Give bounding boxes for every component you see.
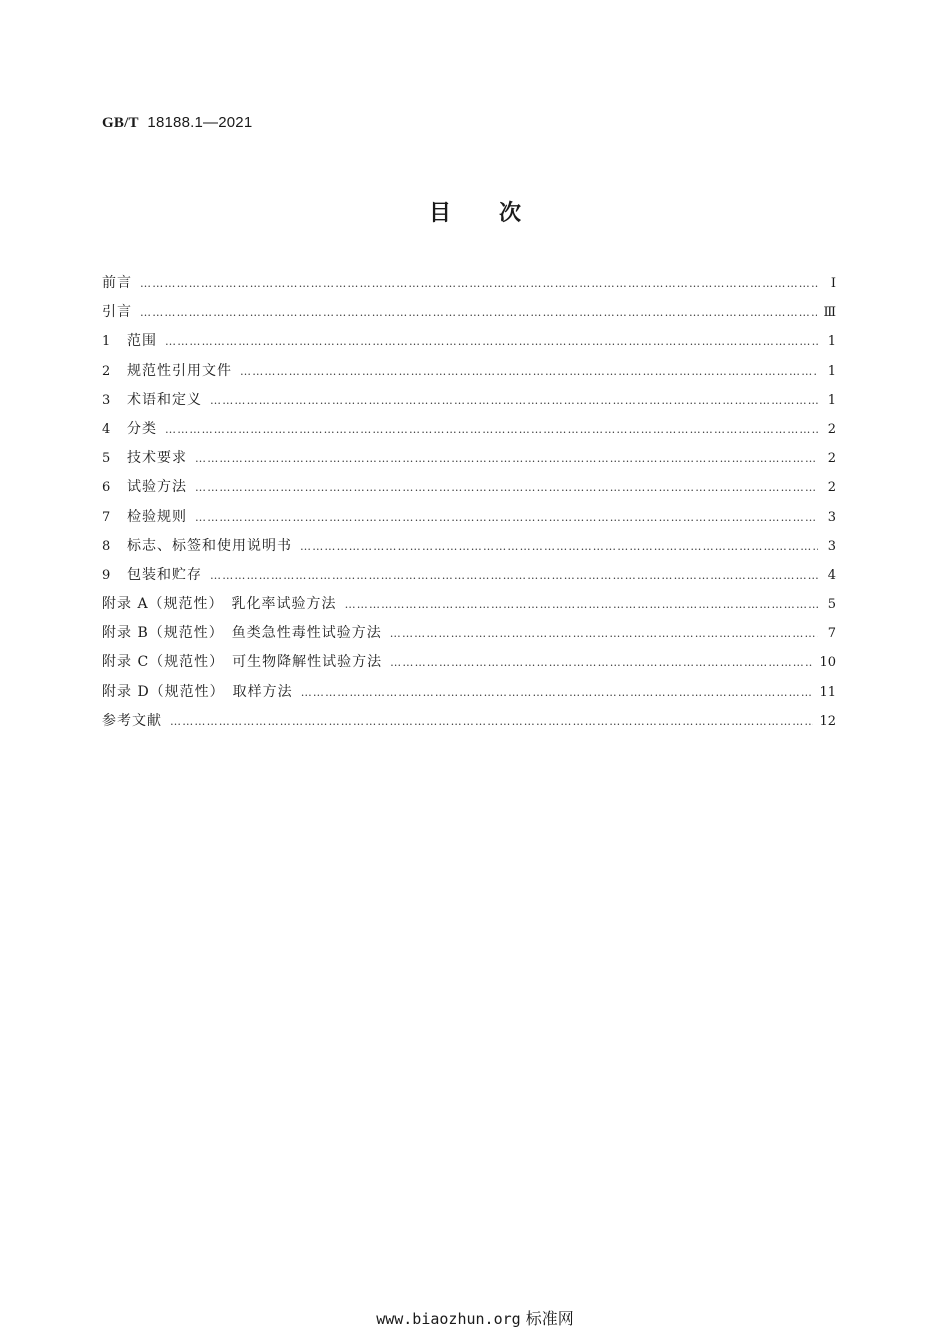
toc-entry-page: Ⅰ bbox=[830, 276, 836, 291]
toc-entry[interactable] bbox=[102, 506, 836, 535]
toc-entry-number: 5 bbox=[102, 451, 111, 467]
toc-entry[interactable] bbox=[102, 389, 836, 418]
standard-code-prefix: GB/T bbox=[102, 115, 139, 131]
toc-entry-label: 范围 bbox=[127, 333, 157, 350]
toc-entry[interactable] bbox=[102, 272, 836, 301]
page-title: 目次 bbox=[428, 201, 569, 226]
toc-entry-label: 附录 B（规范性） 鱼类急性毒性试验方法 bbox=[102, 625, 382, 642]
toc-entry-label: 规范性引用文件 bbox=[127, 362, 232, 379]
toc-leader-dots bbox=[210, 569, 818, 582]
toc-leader-dots bbox=[345, 598, 818, 611]
toc-entry[interactable] bbox=[102, 476, 836, 505]
toc-entry-label: 附录 C（规范性） 可生物降解性试验方法 bbox=[102, 654, 383, 671]
toc-entry-page: 7 bbox=[827, 626, 836, 642]
toc-entry-label: 参考文献 bbox=[102, 712, 162, 729]
toc-leader-dots bbox=[301, 686, 814, 699]
toc-entry-page: 2 bbox=[827, 421, 836, 437]
toc-entry[interactable] bbox=[102, 447, 836, 476]
toc-leader-dots bbox=[195, 481, 818, 494]
toc-entry-label: 检验规则 bbox=[127, 508, 187, 525]
toc-entry-page: 10 bbox=[819, 655, 836, 671]
toc-entry-number: 1 bbox=[102, 334, 111, 350]
toc-entry-number: 9 bbox=[102, 567, 111, 583]
toc-entry-page: 12 bbox=[819, 713, 836, 729]
toc-entry-number: 7 bbox=[102, 509, 111, 525]
toc-entry-label: 试验方法 bbox=[127, 479, 187, 496]
toc-entry-page: 3 bbox=[827, 538, 836, 554]
toc-entry-page: 2 bbox=[827, 451, 836, 467]
toc-entry-label: 前言 bbox=[102, 275, 132, 291]
toc-entry-label: 技术要求 bbox=[127, 450, 187, 467]
toc-entry-label: 包装和贮存 bbox=[127, 566, 202, 583]
toc-entry[interactable] bbox=[102, 330, 836, 359]
toc-entry-page: 3 bbox=[827, 509, 836, 525]
toc-entry[interactable] bbox=[102, 564, 836, 593]
toc-entry-page: 5 bbox=[827, 597, 836, 613]
toc-entry-label: 标志、标签和使用说明书 bbox=[127, 537, 292, 554]
table-of-contents bbox=[102, 272, 836, 739]
toc-leader-dots bbox=[300, 540, 818, 553]
footer-url[interactable]: www.biaozhun.org bbox=[376, 1310, 521, 1328]
toc-leader-dots bbox=[140, 277, 818, 290]
toc-entry-label: 附录 A（规范性） 乳化率试验方法 bbox=[102, 596, 337, 613]
standard-code bbox=[102, 114, 252, 132]
toc-leader-dots bbox=[390, 627, 818, 640]
toc-entry[interactable] bbox=[102, 593, 836, 622]
toc-entry[interactable] bbox=[102, 622, 836, 651]
toc-entry-number: 6 bbox=[102, 480, 111, 496]
toc-entry-page: 11 bbox=[819, 684, 836, 700]
toc-entry-number: 4 bbox=[102, 421, 111, 437]
standard-code-number: 18188.1—2021 bbox=[147, 114, 253, 131]
footer-site-name: 标准网 bbox=[525, 1309, 574, 1328]
toc-entry[interactable] bbox=[102, 418, 836, 447]
toc-entry[interactable] bbox=[102, 651, 836, 680]
toc-entry[interactable] bbox=[102, 301, 836, 330]
toc-leader-dots bbox=[390, 656, 813, 669]
toc-leader-dots bbox=[140, 306, 817, 319]
toc-entry-label: 分类 bbox=[127, 420, 157, 437]
toc-entry[interactable] bbox=[102, 535, 836, 564]
toc-leader-dots bbox=[195, 511, 818, 524]
toc-entry-page: 1 bbox=[827, 363, 836, 379]
toc-entry-label: 附录 D（规范性） 取样方法 bbox=[102, 683, 293, 700]
toc-leader-dots bbox=[210, 394, 818, 407]
toc-entry-number: 8 bbox=[102, 538, 111, 554]
toc-entry-page: 1 bbox=[827, 334, 836, 350]
toc-entry-page: 2 bbox=[827, 480, 836, 496]
toc-entry-page: Ⅲ bbox=[823, 305, 836, 321]
toc-entry-label: 引言 bbox=[102, 304, 132, 321]
toc-entry[interactable] bbox=[102, 360, 836, 389]
toc-leader-dots bbox=[170, 715, 813, 728]
toc-entry-label: 术语和定义 bbox=[127, 391, 202, 408]
toc-entry-number: 3 bbox=[102, 392, 111, 408]
toc-entry-page: 1 bbox=[827, 392, 836, 408]
toc-leader-dots bbox=[165, 335, 818, 348]
toc-leader-dots bbox=[195, 452, 818, 465]
toc-entry[interactable] bbox=[102, 710, 836, 739]
toc-entry-number: 2 bbox=[102, 363, 111, 379]
toc-leader-dots bbox=[240, 365, 818, 378]
toc-leader-dots bbox=[165, 423, 818, 436]
toc-entry[interactable] bbox=[102, 681, 836, 710]
toc-entry-page: 4 bbox=[827, 567, 836, 583]
footer bbox=[0, 1306, 950, 1329]
